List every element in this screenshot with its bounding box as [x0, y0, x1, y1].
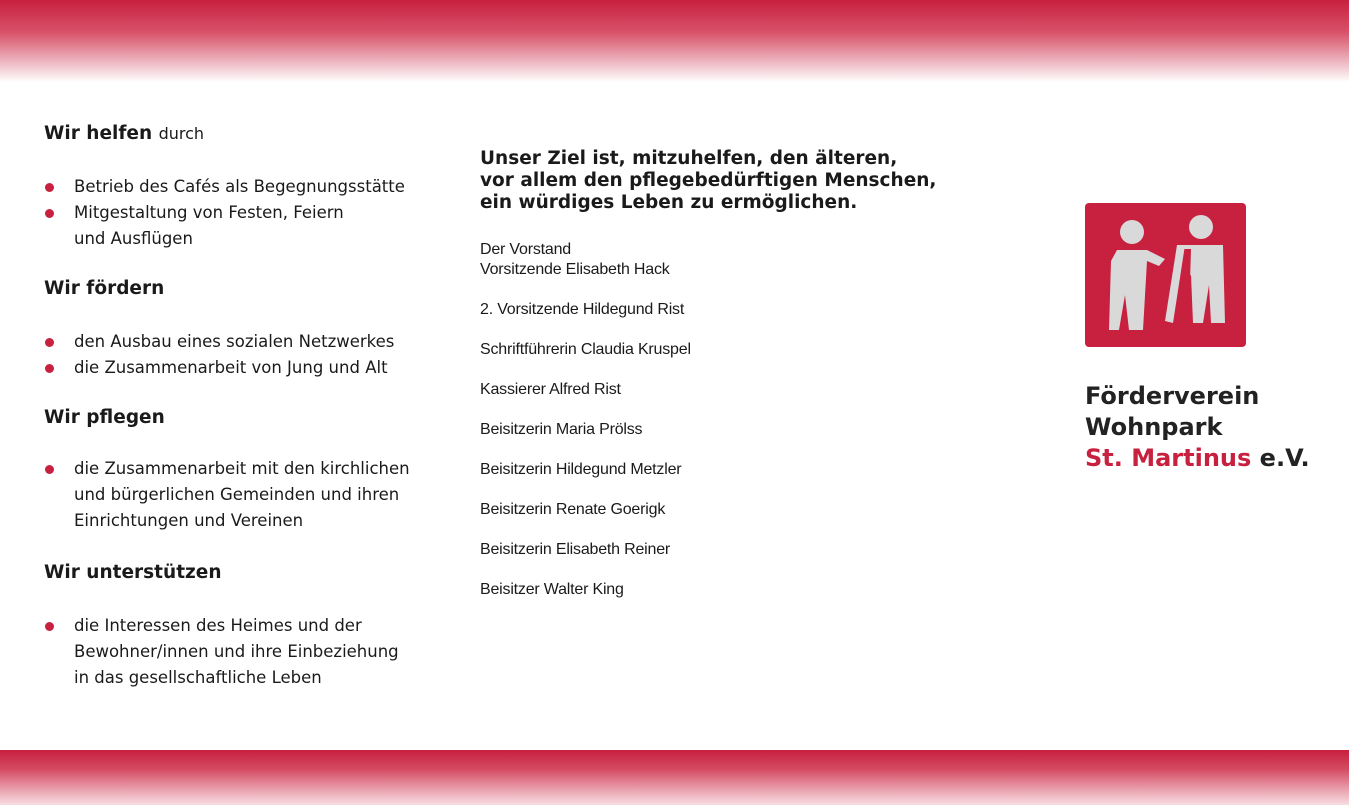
- bullet-list: [44, 456, 444, 534]
- section-heading: Wir pflegen: [44, 407, 165, 428]
- organization-name: Förderverein Wohnpark St. Martinus e.V.: [1085, 382, 1310, 472]
- section-wir-pflegen: [44, 406, 444, 534]
- board-member: Beisitzerin Hildegund Metzler: [480, 461, 682, 478]
- bullet-list: [44, 613, 444, 691]
- list-item: den Ausbau eines sozialen Netzwerkes: [44, 329, 444, 355]
- list-item: die Interessen des Heimes und der Bewohner/innen und ihre Einbeziehung in das gesellschaftliche Leben: [44, 613, 444, 691]
- section-heading: Wir unterstützen: [44, 562, 222, 583]
- bottom-decorative-band: [0, 750, 1349, 805]
- list-item: die Zusammenarbeit mit den kirchlichen und bürgerlichen Gemeinden und ihren Einrichtungen und Vereinen: [44, 456, 444, 534]
- section-wir-unterstuetzen: [44, 561, 444, 691]
- board-list: [480, 240, 960, 600]
- board-member: Beisitzerin Maria Prölss: [480, 421, 643, 438]
- section-wir-foerdern: [44, 277, 444, 381]
- section-wir-helfen: [44, 122, 444, 252]
- section-heading: Wir fördern: [44, 278, 165, 299]
- list-item: Betrieb des Cafés als Begegnungsstätte: [44, 174, 444, 200]
- list-item: die Zusammenarbeit von Jung und Alt: [44, 355, 444, 381]
- board-member: Beisitzerin Renate Goerigk: [480, 501, 666, 518]
- board-member: Beisitzerin Elisabeth Reiner: [480, 541, 671, 558]
- mission-statement: Unser Ziel ist, mitzuhelfen, den älteren, vor allem den pflegebedürftigen Menschen, ein würdiges Leben zu ermöglichen.: [480, 148, 937, 213]
- bullet-list: [44, 329, 444, 381]
- board-member: Vorsitzende Elisabeth Hack: [480, 261, 670, 278]
- board-title: Der Vorstand: [480, 241, 571, 258]
- board-member: Schriftführerin Claudia Kruspel: [480, 341, 691, 358]
- mission-column: [480, 148, 960, 600]
- board-member: Kassierer Alfred Rist: [480, 381, 621, 398]
- two-people-helping-icon: [1085, 203, 1246, 347]
- board-member: Beisitzer Walter King: [480, 581, 624, 598]
- logo-graphic: [1085, 203, 1246, 347]
- board-member: 2. Vorsitzende Hildegund Rist: [480, 301, 685, 318]
- list-item: Mitgestaltung von Festen, Feiern und Ausflügen: [44, 200, 444, 252]
- top-decorative-band: [0, 0, 1349, 82]
- section-heading: Wir helfen durch: [44, 123, 205, 144]
- bullet-list: [44, 174, 444, 252]
